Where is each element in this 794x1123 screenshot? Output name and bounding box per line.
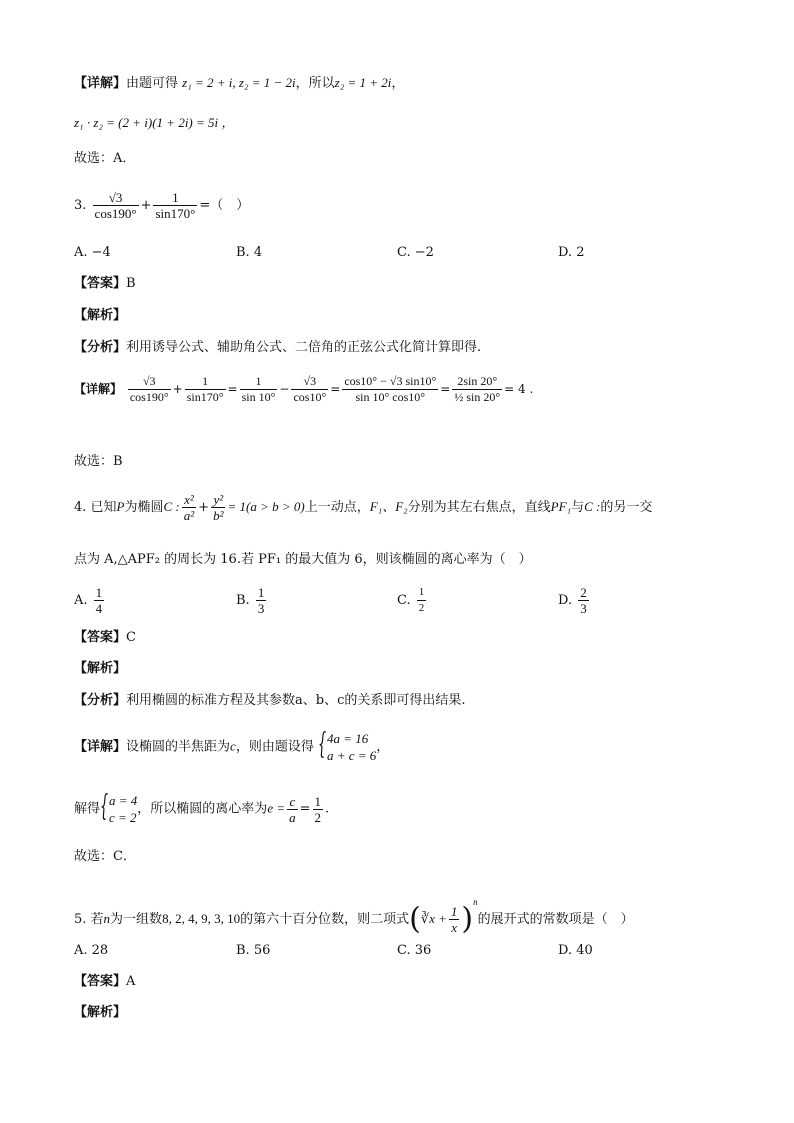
q3-answer: B bbox=[126, 276, 136, 291]
q4-text-a: 4. 已知 bbox=[74, 500, 117, 515]
q4-system-1 bbox=[318, 730, 376, 764]
q5-option-d[interactable]: D. 40 bbox=[558, 943, 593, 958]
q4-solve-tail: ，所以椭圆的离心率为 bbox=[137, 801, 268, 817]
detail-tag: 【详解】 bbox=[74, 76, 127, 91]
q4-option-a-den: 4 bbox=[95, 601, 103, 616]
q4-answer: C bbox=[126, 630, 136, 645]
q4-option-b-frac bbox=[256, 585, 267, 616]
q4-option-d[interactable] bbox=[558, 585, 591, 616]
q4-option-d-num: 2 bbox=[580, 585, 587, 600]
q4-analysis-tag: 【解析】 bbox=[74, 661, 127, 676]
q5-right-paren: ) bbox=[461, 901, 474, 937]
q3-answer-line bbox=[74, 275, 136, 293]
q4-option-d-label: D. bbox=[558, 593, 573, 608]
q2-comma: ， bbox=[391, 76, 405, 91]
q4-e-frac-1-den: a bbox=[289, 809, 296, 825]
q4-e-frac-1 bbox=[287, 794, 298, 825]
q4-system-2-eq-2: c = 2 bbox=[109, 810, 137, 825]
q4-option-a[interactable] bbox=[74, 585, 106, 616]
q3-d-frac-6 bbox=[452, 374, 502, 405]
q4-option-c-frac bbox=[417, 585, 427, 616]
q4-system-1-tail: ， bbox=[376, 739, 390, 755]
q3-d-frac-1-den: cos190° bbox=[129, 390, 169, 404]
q2-choose: 故选：A． bbox=[74, 151, 136, 166]
q4-ellipse-y-num: y² bbox=[211, 492, 225, 508]
q3-d-frac-1 bbox=[128, 374, 171, 405]
q3-eq: =（ ） bbox=[199, 198, 250, 213]
q4-option-b-num: 1 bbox=[257, 585, 265, 600]
q3-analysis-tag: 【解析】 bbox=[74, 308, 127, 323]
q4-option-d-den: 3 bbox=[580, 601, 587, 616]
q4-system-2-eq-1: { a = 4 bbox=[109, 793, 138, 808]
q4-option-b-label: B. bbox=[236, 593, 250, 608]
q4-text-e: 与 bbox=[571, 500, 585, 515]
q4-option-c-label: C. bbox=[397, 593, 411, 608]
q4-method-line bbox=[74, 692, 466, 710]
q4-e-eq: e = bbox=[267, 800, 286, 816]
q3-d-frac-3 bbox=[240, 374, 278, 405]
q4-ellipse-x bbox=[182, 492, 196, 523]
q4-option-a-label: A. bbox=[74, 593, 88, 608]
q5-n: n bbox=[103, 911, 111, 926]
q5-text-d: 的展开式的常数项是（ ） bbox=[477, 912, 634, 927]
q4-foci: F₁、F₂ bbox=[369, 499, 408, 514]
q5-frac bbox=[449, 904, 460, 935]
q4-text-d: 分别为其左右焦点，直线 bbox=[407, 500, 551, 515]
q3-d-frac-4-den: cos10° bbox=[293, 390, 327, 404]
q4-option-b[interactable] bbox=[236, 585, 268, 616]
q3-d-frac-2 bbox=[185, 374, 226, 405]
q4-C-2: C : bbox=[584, 499, 601, 514]
q3-frac-2-num: 1 bbox=[153, 190, 197, 206]
detail-tag: 【详解】 bbox=[74, 739, 127, 755]
q3-option-b[interactable]: B. 4 bbox=[236, 245, 263, 260]
q5-text-a: 5. 若 bbox=[74, 912, 104, 927]
q5-root-term: ∛x + bbox=[420, 911, 447, 926]
q4-system-1-eq-1: { 4a = 16 bbox=[326, 731, 369, 746]
q4-choose: 故选：C． bbox=[74, 849, 136, 864]
q5-text-b: 为一组数 bbox=[110, 912, 163, 927]
q3-frac-2-den: sin170° bbox=[155, 206, 196, 221]
q5-analysis-tag: 【解析】 bbox=[74, 1005, 127, 1020]
q5-numbers: 8, 2, 4, 9, 3, 10 bbox=[162, 911, 241, 926]
q4-method-text: 利用椭圆的标准方程及其参数a、b、c的关系即可得出结果. bbox=[126, 693, 466, 708]
q4-detail-text: 设椭圆的半焦距为 bbox=[126, 739, 231, 755]
q3-d-frac-4-num: √3 bbox=[291, 374, 328, 390]
method-tag: 【分析】 bbox=[74, 340, 127, 355]
q4-option-d-frac bbox=[578, 585, 589, 616]
q4-ellipse-y bbox=[211, 492, 225, 523]
q4-ellipse-y-den: b² bbox=[213, 508, 224, 523]
q3-d-frac-6-den: ½ sin 20° bbox=[454, 390, 501, 404]
q5-option-b[interactable]: B. 56 bbox=[236, 943, 271, 958]
q4-detail-line bbox=[74, 730, 389, 764]
q4-text-b: 为椭圆 bbox=[124, 500, 164, 515]
q3-d-frac-4 bbox=[291, 374, 328, 405]
q2-detail-line bbox=[74, 74, 404, 93]
q4-option-c-den: 2 bbox=[418, 602, 425, 614]
q3-method-text: 利用诱导公式、辅助角公式、二倍角的正弦公式化简计算即得. bbox=[126, 340, 482, 355]
q5-left-paren: ( bbox=[409, 901, 421, 937]
q3-frac-1-den: cos190° bbox=[94, 206, 137, 221]
q3-d-frac-3-den: sin 10° bbox=[241, 390, 276, 404]
q4-e-frac-2-num: 1 bbox=[314, 793, 322, 809]
q3-option-c[interactable]: C. −2 bbox=[397, 245, 434, 260]
q4-option-c-num: 1 bbox=[417, 585, 427, 601]
q5-option-a[interactable]: A. 28 bbox=[74, 943, 109, 958]
q4-PF1: PF₁ bbox=[550, 499, 572, 514]
answer-tag: 【答案】 bbox=[74, 974, 127, 989]
detail-tag: 【详解】 bbox=[74, 382, 123, 396]
q2-mid-text: ，所以 bbox=[295, 76, 335, 91]
q4-solve-text: 解得 bbox=[74, 801, 101, 817]
q3-d-result: = 4 . bbox=[504, 382, 534, 396]
q5-frac-num: 1 bbox=[450, 904, 458, 919]
q5-frac-den: x bbox=[451, 920, 458, 935]
q3-d-frac-5-den: sin 10° cos10° bbox=[355, 390, 426, 404]
q3-d-frac-3-num: 1 bbox=[240, 374, 278, 390]
q5-stem bbox=[74, 893, 634, 935]
q4-stem-line-2: 点为 A,△APF₂ 的周长为 16.若 PF₁ 的最大值为 6，则该椭圆的离心率为（ ） bbox=[74, 552, 532, 567]
q3-d-frac-5 bbox=[342, 374, 438, 405]
q4-e-frac-2-den: 2 bbox=[314, 809, 322, 825]
q3-choose: 故选：B bbox=[74, 454, 123, 469]
answer-tag: 【答案】 bbox=[74, 276, 127, 291]
q4-system-1-eq-2: a + c = 6 bbox=[326, 748, 377, 763]
q5-answer-line bbox=[74, 973, 135, 991]
q3-d-frac-1-num: √3 bbox=[128, 374, 171, 390]
q4-option-a-num: 1 bbox=[95, 585, 103, 600]
q5-exponent: n bbox=[473, 897, 478, 907]
q4-ellipse-x-num: x² bbox=[182, 492, 196, 508]
q4-option-c[interactable] bbox=[397, 585, 428, 616]
q3-detail-line: 【详解】 $\frac{√3}{\cos 190^\circ}$ + $\frac{1}{\sin 170^\circ}$ = $\frac{1}{\sin 10^\circ}$ − $\frac{√3}{\cos 10^\circ}$ = $\frac{\cos 10^\circ - √3 \sin 10^\circ}{\sin 10^\circ \cos 10^\circ}$ = $\frac{2\sin 20^\circ}{\text{½ sin 20°}}$ = 4 . bbox=[74, 374, 534, 404]
q3-d-frac-5-num: cos10° − √3 sin10° bbox=[344, 374, 437, 388]
q3-d-frac-2-den: sin170° bbox=[186, 390, 224, 404]
q3-option-d[interactable]: D. 2 bbox=[558, 245, 585, 260]
q3-method-line bbox=[74, 339, 481, 357]
q4-text-f: 的另一交 bbox=[600, 500, 653, 515]
q4-text-c: 上一动点， bbox=[304, 500, 370, 515]
q4-P: P bbox=[116, 499, 125, 514]
q3-d-frac-6-num: 2sin 20° bbox=[452, 374, 502, 390]
q3-frac-1-num: √3 bbox=[93, 190, 139, 206]
q3-option-a[interactable]: A. −4 bbox=[74, 245, 111, 260]
q4-e-frac-2 bbox=[313, 794, 324, 825]
q4-solve-line: 解得 { a = 4 c = 2 ，所以椭圆的离心率为e = $\frac{c}{a}$ = $\frac{1}{2}$ . bbox=[74, 792, 329, 826]
q4-ellipse-x-den: a² bbox=[183, 508, 195, 523]
q2-z-values: z₁ = 2 + i, z₂ = 1 − 2i bbox=[182, 75, 296, 90]
q2-conjugate: z₂ = 1 + 2i bbox=[334, 75, 392, 90]
q2-calc-line: z₁ · z₂ = (2 + i)(1 + 2i) = 5i ， bbox=[74, 115, 235, 130]
q5-option-c[interactable]: C. 36 bbox=[397, 943, 432, 958]
q3-stem: 3. $\frac{√3}{\cos 190^\circ}$ + $\frac{1}{\sin 170^\circ}$ =（ ） bbox=[74, 190, 250, 221]
q4-system-2 bbox=[100, 792, 137, 826]
q3-number: 3. bbox=[74, 198, 87, 213]
q3-frac-1 bbox=[93, 190, 139, 221]
q5-answer: A bbox=[126, 974, 136, 989]
q4-ellipse-condition: = 1(a > b > 0) bbox=[227, 499, 305, 514]
q3-frac-2 bbox=[153, 190, 197, 221]
q3-d-frac-2-num: 1 bbox=[185, 374, 226, 390]
q4-option-b-den: 3 bbox=[257, 601, 265, 616]
q2-detail-text: 由题可得 bbox=[126, 76, 179, 91]
answer-tag: 【答案】 bbox=[74, 630, 127, 645]
q4-c: c bbox=[230, 738, 236, 754]
q4-option-a-frac bbox=[94, 585, 105, 616]
q4-answer-line bbox=[74, 629, 136, 647]
q5-text-c: 的第六十百分位数，则二项式 bbox=[240, 912, 410, 927]
q4-detail-text-2: ，则由题设得 bbox=[235, 739, 314, 755]
q4-C: C : bbox=[163, 499, 180, 514]
q4-stem-line-1: 4. 已知P为椭圆C : $\frac{\text{x²}}{\text{a²}}$ + $\frac{\text{y²}}{\text{b²}}$ = 1(a > b > 0)上一动点，F₁、F₂分别为其左右焦点，直线PF₁与C :的另一交 bbox=[74, 492, 653, 523]
q4-e-frac-1-num: c bbox=[287, 794, 298, 810]
method-tag: 【分析】 bbox=[74, 693, 127, 708]
